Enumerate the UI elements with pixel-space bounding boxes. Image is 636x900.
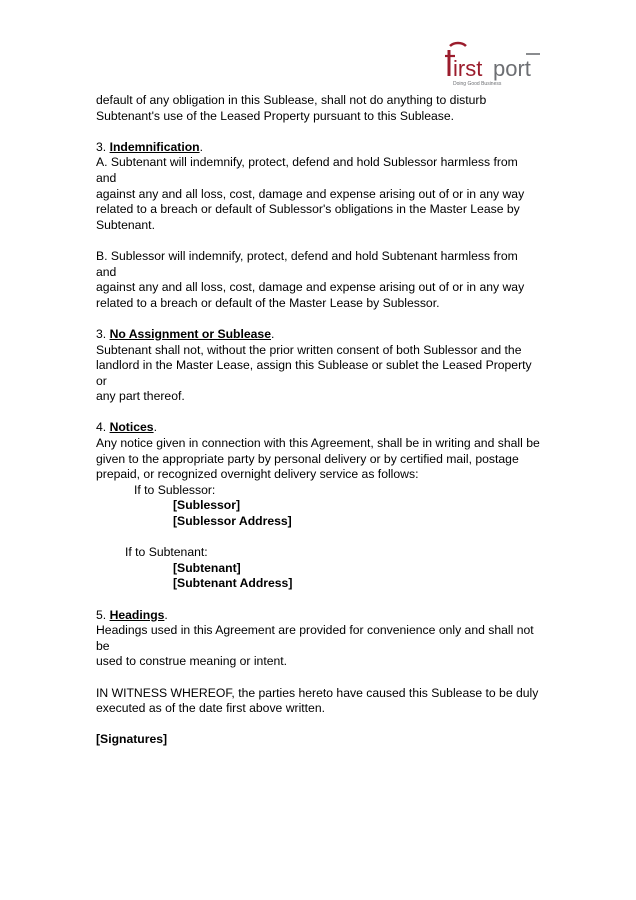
indemnification-b-line: B. Sublessor will indemnify, protect, defend and hold Subtenant harmless from and xyxy=(96,248,518,279)
subtenant-name: [Subtenant] xyxy=(173,560,241,575)
logo-tagline: Doing Good Business xyxy=(453,81,502,87)
section-number: 4. xyxy=(96,420,110,435)
witness-line: executed as of the date first above written. xyxy=(96,701,325,716)
subtenant-label: If to Subtenant: xyxy=(125,545,208,560)
indemnification-b-line: related to a breach or default of the Master Lease by Sublessor. xyxy=(96,295,440,310)
headings-line: used to construe meaning or intent. xyxy=(96,654,288,669)
section-heading-indemnification xyxy=(96,140,541,156)
indemnification-b-line: against any and all loss, cost, damage and expense arising out of or in any way xyxy=(96,280,525,295)
sublessor-name: [Sublessor] xyxy=(173,498,241,513)
section-title: No Assignment or Sublease xyxy=(109,326,271,341)
intro-line: Subtenant's use of the Leased Property pursuant to this Sublease. xyxy=(96,108,455,123)
intro-line: default of any obligation in this Sublease, shall not do anything to disturb xyxy=(96,93,487,107)
section-number: 3. xyxy=(96,326,110,341)
section-title-suffix: . xyxy=(270,326,275,341)
section-title: Notices xyxy=(109,420,154,435)
headings-line: Headings used in this Agreement are provided for convenience only and shall not be xyxy=(96,623,534,653)
section-title: Indemnification xyxy=(109,139,200,154)
section-title: Headings xyxy=(109,607,165,622)
signatures-placeholder: [Signatures] xyxy=(96,732,168,747)
firstport-logo xyxy=(440,40,540,88)
firstport-logo-graphic xyxy=(440,40,540,88)
indemnification-a-line: related to a breach or default of Sublessor's obligations in the Master Lease by xyxy=(96,202,520,217)
indemnification-a-line: A. Subtenant will indemnify, protect, defend and hold Sublessor harmless from and xyxy=(96,155,518,185)
section-heading-notices xyxy=(96,420,541,436)
indemnification-a-line: against any and all loss, cost, damage and expense arising out of or in any way xyxy=(96,186,525,201)
section-number: 3. xyxy=(96,139,110,154)
section-title-suffix: . xyxy=(164,607,168,622)
no-assignment-line: Subtenant shall not, without the prior written consent of both Sublessor and the xyxy=(96,342,522,357)
notices-line: prepaid, or recognized overnight delivery service as follows: xyxy=(96,467,419,482)
svg-text:port: port xyxy=(493,56,531,81)
notices-line: Any notice given in connection with this Agreement, shall be in writing and shall be xyxy=(96,436,540,451)
section-title-suffix: . xyxy=(153,420,157,435)
sublessor-address: [Sublessor Address] xyxy=(173,514,292,529)
indemnification-a-line: Subtenant. xyxy=(96,217,155,232)
notices-line: given to the appropriate party by personal delivery or by certified mail, postage xyxy=(96,451,519,466)
no-assignment-line: any part thereof. xyxy=(96,389,185,404)
document-body xyxy=(96,93,541,748)
no-assignment-line: landlord in the Master Lease, assign this Sublease or sublet the Leased Property or xyxy=(96,358,532,388)
section-heading-no-assignment xyxy=(96,327,541,343)
subtenant-address: [Subtenant Address] xyxy=(173,576,293,591)
section-number: 5. xyxy=(96,607,110,622)
svg-text:irst: irst xyxy=(453,56,483,81)
sublessor-label: If to Sublessor: xyxy=(134,482,216,497)
section-heading-headings xyxy=(96,608,541,624)
witness-line: IN WITNESS WHEREOF, the parties hereto have caused this Sublease to be duly xyxy=(96,685,539,700)
section-title-suffix: . xyxy=(199,139,204,154)
